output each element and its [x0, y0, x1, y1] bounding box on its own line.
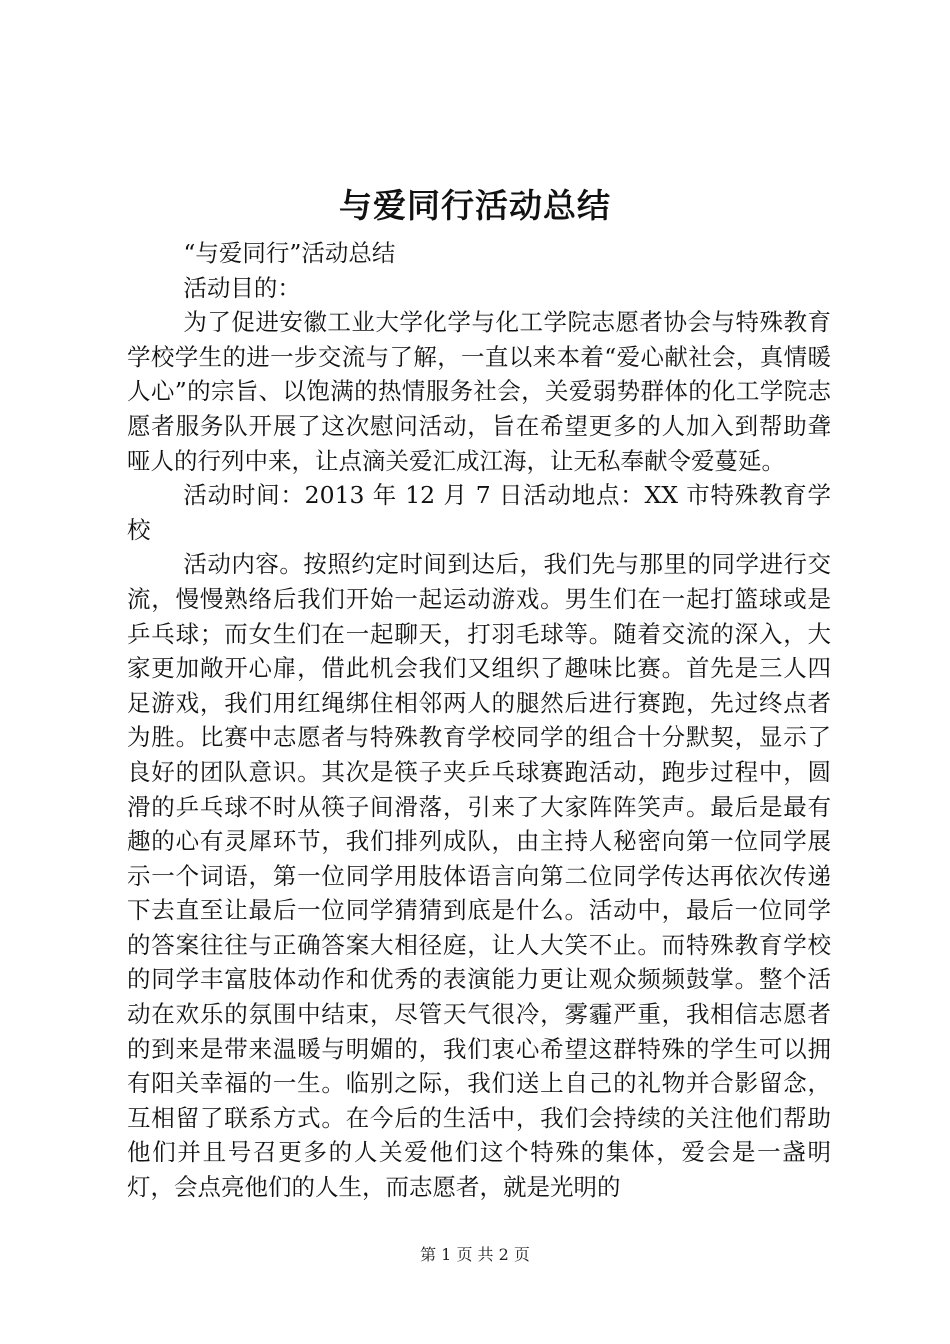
purpose-heading: 活动目的： — [183, 273, 301, 302]
time-location-paragraph: 活动时间：2013 年 12 月 7 日活动地点：XX 市特殊教育学校 — [127, 481, 831, 544]
page-indicator: 第 1 页 共 2 页 — [420, 1245, 530, 1264]
purpose-paragraph: 为了促进安徽工业大学化学与化工学院志愿者协会与特殊教育学校学生的进一步交流与了解，一直以来本着“爱心献社会，真情暖人心”的宗旨、以饱满的热情服务社会，关爱弱势群体的化工学院志愿者服务队开展了这次慰问活动，旨在希望更多的人加入到帮助聋哑人的行列中来，让点滴关爱汇成江海，让无私奉献令爱蔓延。 — [127, 308, 831, 475]
document-body — [127, 236, 831, 1205]
content-paragraph: 活动内容。按照约定时间到达后，我们先与那里的同学进行交流，慢慢熟络后我们开始一起运动游戏。男生们在一起打篮球或是乒乓球；而女生们在一起聊天，打羽毛球等。随着交流的深入，大家更加敞开心扉，借此机会我们又组织了趣味比赛。首先是三人四足游戏，我们用红绳绑住相邻两人的腿然后进行赛跑，先过终点者为胜。比赛中志愿者与特殊教育学校同学的组合十分默契，显示了良好的团队意识。其次是筷子夹乒乓球赛跑活动，跑步过程中，圆滑的乒乓球不时从筷子间滑落，引来了大家阵阵笑声。最后是最有趣的心有灵犀环节，我们排列成队，由主持人秘密向第一位同学展示一个词语，第一位同学用肢体语言向第二位同学传达再依次传递下去直至让最后一位同学猜猜到底是什么。活动中，最后一位同学的答案往往与正确答案大相径庭，让人大笑不止。而特殊教育学校的同学丰富肢体动作和优秀的表演能力更让观众频频鼓掌。整个活动在欢乐的氛围中结束，尽管天气很冷，雾霾严重，我相信志愿者的到来是带来温暖与明媚的，我们衷心希望这群特殊的学生可以拥有阳关幸福的一生。临别之际，我们送上自己的礼物并合影留念，互相留了联系方式。在今后的生活中，我们会持续的关注他们帮助他们并且号召更多的人关爱他们这个特殊的集体，爱会是一盏明灯，会点亮他们的人生，而志愿者，就是光明的 — [127, 550, 831, 1202]
document-title: 与爱同行活动总结 — [339, 186, 611, 225]
subtitle-paragraph: “与爱同行”活动总结 — [183, 239, 396, 267]
